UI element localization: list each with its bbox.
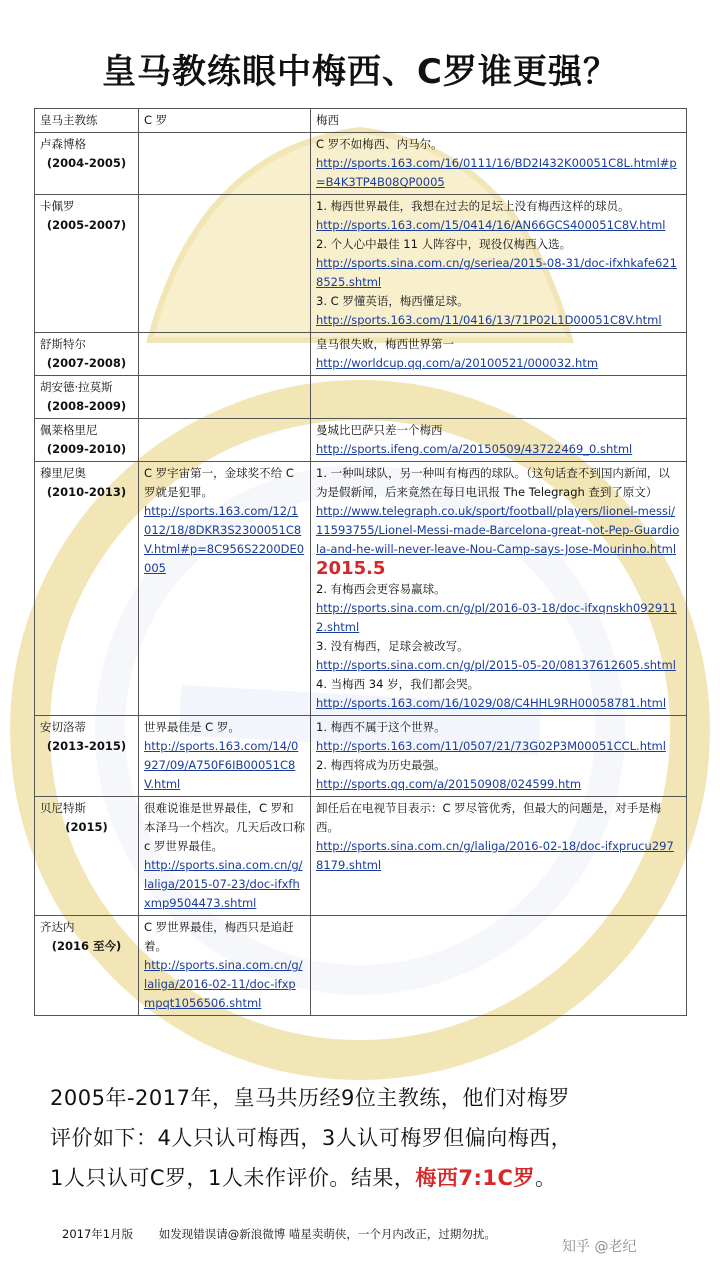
- coach-years: (2007-2008): [46, 356, 127, 370]
- coach-name: 齐达内: [40, 920, 75, 934]
- coach-comparison-table: [34, 108, 687, 1016]
- source-link[interactable]: http://sports.163.com/11/0507/21/73G02P3M00051CCL.html: [316, 739, 666, 753]
- summary-text: [50, 1078, 690, 1198]
- coach-years: (2016 至今): [51, 939, 122, 953]
- coach-years: (2013-2015): [46, 739, 127, 753]
- coach-cell: [35, 376, 139, 419]
- messi-comment-cell: [311, 133, 687, 195]
- coach-cell: [35, 333, 139, 376]
- cr-comment-cell: [139, 133, 311, 195]
- source-link[interactable]: http://sports.ifeng.com/a/20150509/43722469_0.shtml: [316, 442, 633, 456]
- table-header-row: [35, 109, 687, 133]
- source-link[interactable]: http://sports.163.com/15/0414/16/AN66GCS400051C8V.html: [316, 218, 666, 232]
- footer-note: 如发现错误请@新浪微博 喵星卖萌侠，一个月内改正，过期勿扰。: [158, 1227, 496, 1241]
- quote-text: C 罗不如梅西、内马尔。: [316, 137, 443, 151]
- table-row: [35, 462, 687, 716]
- coach-name: 胡安德·拉莫斯: [40, 380, 113, 394]
- header-coach: 皇马主教练: [35, 109, 139, 133]
- table-row: [35, 133, 687, 195]
- coach-name: 穆里尼奥: [40, 466, 86, 480]
- quote-text: 卸任后在电视节目表示：C 罗尽管优秀，但最大的问题是，对手是梅西。: [316, 801, 662, 834]
- summary-line-3: [50, 1158, 690, 1198]
- messi-comment-cell: [311, 195, 687, 333]
- quote-text: 2. 个人心中最佳 11 人阵容中，现役仅梅西入选。: [316, 237, 572, 251]
- coach-name: 安切洛蒂: [40, 720, 86, 734]
- source-link[interactable]: http://sports.sina.com.cn/g/laliga/2016-02-18/doc-ifxprucu2978179.shtml: [316, 839, 674, 872]
- cr-comment-cell: [139, 916, 311, 1016]
- coach-name: 佩莱格里尼: [40, 423, 98, 437]
- messi-comment-cell: [311, 462, 687, 716]
- header-cr: C 罗: [139, 109, 311, 133]
- source-link[interactable]: http://sports.163.com/16/1029/08/C4HHL9RH00058781.html: [316, 696, 667, 710]
- quote-text: 世界最佳是 C 罗。: [144, 720, 240, 734]
- cr-comment-cell: [139, 797, 311, 916]
- messi-comment-cell: [311, 916, 687, 1016]
- quote-text: 4. 当梅西 34 岁，我们都会哭。: [316, 677, 480, 691]
- footer-edition: 2017年1月版: [62, 1227, 134, 1241]
- source-link[interactable]: http://sports.qq.com/a/20150908/024599.htm: [316, 777, 582, 791]
- summary-line-2: 评价如下：4人只认可梅西，3人认可梅罗但偏向梅西，: [50, 1126, 573, 1150]
- quote-text: C 罗宇宙第一，金球奖不给 C 罗就是犯罪。: [144, 466, 294, 499]
- messi-comment-cell: [311, 419, 687, 462]
- coach-cell: [35, 133, 139, 195]
- quote-text: 2. 有梅西会更容易赢球。: [316, 582, 446, 596]
- cr-comment-cell: [139, 333, 311, 376]
- table-row: [35, 333, 687, 376]
- coach-years: (2008-2009): [46, 399, 127, 413]
- table-row: [35, 716, 687, 797]
- source-link[interactable]: http://sports.163.com/12/1012/18/8DKR3S2300051C8V.html#p=8C956S2200DE0005: [144, 504, 305, 575]
- messi-comment-cell: [311, 797, 687, 916]
- header-messi: 梅西: [311, 109, 687, 133]
- messi-comment-cell: [311, 376, 687, 419]
- source-link[interactable]: http://www.telegraph.co.uk/sport/football/players/lionel-messi/11593755/Lionel-Messi-made-Barcelona-great-not-Pep-Guardiola-and-he-will-never-leave-Nou-Camp-says-Jose-Mourinho.html: [316, 504, 680, 556]
- cr-comment-cell: [139, 716, 311, 797]
- table-row: [35, 419, 687, 462]
- handwritten-date-note: 2015.5: [316, 558, 386, 579]
- coach-cell: [35, 916, 139, 1016]
- coach-name: 贝尼特斯: [40, 801, 86, 815]
- quote-text: C 罗世界最佳，梅西只是追赶着。: [144, 920, 294, 953]
- source-link[interactable]: http://sports.163.com/16/0111/16/BD2I432K00051C8L.html#p=B4K3TP4B08QP0005: [316, 156, 677, 189]
- coach-years: (2004-2005): [46, 156, 127, 170]
- coach-cell: [35, 419, 139, 462]
- table-row: [35, 195, 687, 333]
- summary-line-3-prefix: 1人只认可C罗，1人未作评价。结果，: [50, 1166, 416, 1190]
- source-link[interactable]: http://sports.163.com/14/0927/09/A750F6IB00051C8V.html: [144, 739, 299, 791]
- table-row: [35, 797, 687, 916]
- quote-text: 1. 一种叫球队，另一种叫有梅西的球队。（这句话查不到国内新闻，以为是假新闻，后来竟然在每日电讯报 The Telegragh 查到了原文）: [316, 466, 670, 499]
- coach-cell: [35, 797, 139, 916]
- page-title: 皇马教练眼中梅西、C罗谁更强？: [102, 52, 618, 92]
- source-link[interactable]: http://sports.sina.com.cn/g/seriea/2015-08-31/doc-ifxhkafe6218525.shtml: [316, 256, 677, 289]
- source-link[interactable]: http://sports.sina.com.cn/g/pl/2016-03-18/doc-ifxqnskh0929112.shtml: [316, 601, 677, 634]
- table-row: [35, 376, 687, 419]
- messi-comment-cell: [311, 333, 687, 376]
- coach-name: 舒斯特尔: [40, 337, 86, 351]
- coach-cell: [35, 462, 139, 716]
- cr-comment-cell: [139, 376, 311, 419]
- cr-comment-cell: [139, 195, 311, 333]
- footer: [62, 1226, 518, 1242]
- quote-text: 1. 梅西不属于这个世界。: [316, 720, 446, 734]
- quote-text: 皇马很失败，梅西世界第一: [316, 337, 454, 351]
- quote-text: 3. C 罗懂英语，梅西懂足球。: [316, 294, 469, 308]
- summary-line-1: 2005年-2017年，皇马共历经9位主教练，他们对梅罗: [50, 1086, 570, 1110]
- quote-text: 1. 梅西世界最佳，我想在过去的足坛上没有梅西这样的球员。: [316, 199, 630, 213]
- coach-years: (2015): [65, 820, 108, 834]
- coach-cell: [35, 716, 139, 797]
- coach-years: (2010-2013): [46, 485, 127, 499]
- zhihu-watermark: 知乎 @老纪: [562, 1239, 637, 1255]
- cr-comment-cell: [139, 419, 311, 462]
- summary-line-3-suffix: 。: [534, 1166, 557, 1190]
- source-link[interactable]: http://sports.sina.com.cn/g/laliga/2016-02-11/doc-ifxpmpqt1056506.shtml: [144, 958, 303, 1010]
- coach-years: (2005-2007): [46, 218, 127, 232]
- coach-name: 卡佩罗: [40, 199, 75, 213]
- summary-result: 梅西7:1C罗: [415, 1166, 535, 1190]
- cr-comment-cell: [139, 462, 311, 716]
- source-link[interactable]: http://sports.sina.com.cn/g/pl/2015-05-20/08137612605.shtml: [316, 658, 676, 672]
- source-link[interactable]: http://sports.163.com/11/0416/13/71P02L1D00051C8V.html: [316, 313, 662, 327]
- coach-cell: [35, 195, 139, 333]
- table-row: [35, 916, 687, 1016]
- coach-name: 卢森博格: [40, 137, 86, 151]
- quote-text: 3. 没有梅西，足球会被改写。: [316, 639, 469, 653]
- messi-comment-cell: [311, 716, 687, 797]
- coach-years: (2009-2010): [46, 442, 127, 456]
- quote-text: 曼城比巴萨只差一个梅西: [316, 423, 443, 437]
- quote-text: 很难说谁是世界最佳，C 罗和本泽马一个档次。几天后改口称 c 罗世界最佳。: [144, 801, 305, 853]
- source-link[interactable]: http://sports.sina.com.cn/g/laliga/2015-07-23/doc-ifxfhxmp9504473.shtml: [144, 858, 303, 910]
- source-link[interactable]: http://worldcup.qq.com/a/20100521/000032.htm: [316, 356, 599, 370]
- quote-text: 2. 梅西将成为历史最强。: [316, 758, 446, 772]
